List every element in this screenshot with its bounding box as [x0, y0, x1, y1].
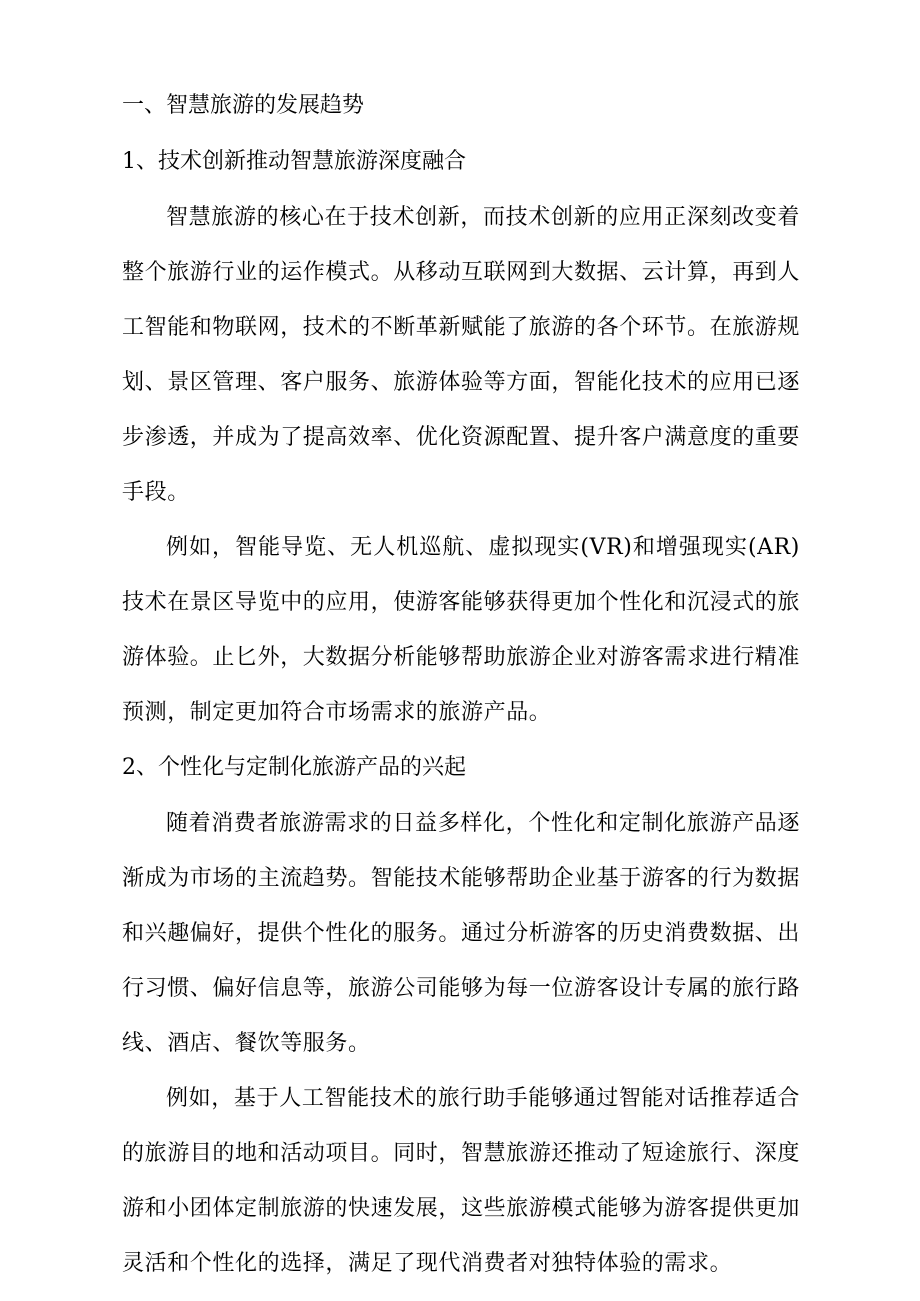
- paragraph-4: 例如，基于人工智能技术的旅行助手能够通过智能对话推荐适合的旅游目的地和活动项目。同时，智慧旅游还推动了短途旅行、深度游和小团体定制旅游的快速发展，这些旅游模式能够为游客提供更加灵活和个性化的选择，满足了现代消费者对独特体验的需求。: [122, 1086, 801, 1276]
- subsection-title-1: 1、技术创新推动智慧旅游深度融合: [122, 149, 466, 174]
- paragraph-2: 例如，智能导览、无人机巡航、虚拟现实(VR)和增强现实(AR)技术在景区导览中的应用，使游客能够获得更加个性化和沉浸式的旅游体验。止匕外，大数据分析能够帮助旅游企业对游客需求进行精准预测，制定更加符合市场需求的旅游产品。: [122, 535, 801, 725]
- document-body: [122, 78, 800, 1291]
- section-title: 一、智慧旅游的发展趋势: [122, 93, 365, 118]
- subsection-title-2: 2、个性化与定制化旅游产品的兴起: [122, 755, 466, 780]
- paragraph-1: 智慧旅游的核心在于技术创新，而技术创新的应用正深刻改变着整个旅游行业的运作模式。从移动互联网到大数据、云计算，再到人工智能和物联网，技术的不断革新赋能了旅游的各个环节。在旅游规划、景区管理、客户服务、旅游体验等方面，智能化技术的应用已逐步渗透，并成为了提高效率、优化资源配置、提升客户满意度的重要手段。: [122, 205, 801, 505]
- paragraph-3: 随着消费者旅游需求的日益多样化，个性化和定制化旅游产品逐渐成为市场的主流趋势。智能技术能够帮助企业基于游客的行为数据和兴趣偏好，提供个性化的服务。通过分析游客的历史消费数据、出行习惯、偏好信息等，旅游公司能够为每一位游客设计专属的旅行路线、酒店、餐饮等服务。: [122, 811, 801, 1056]
